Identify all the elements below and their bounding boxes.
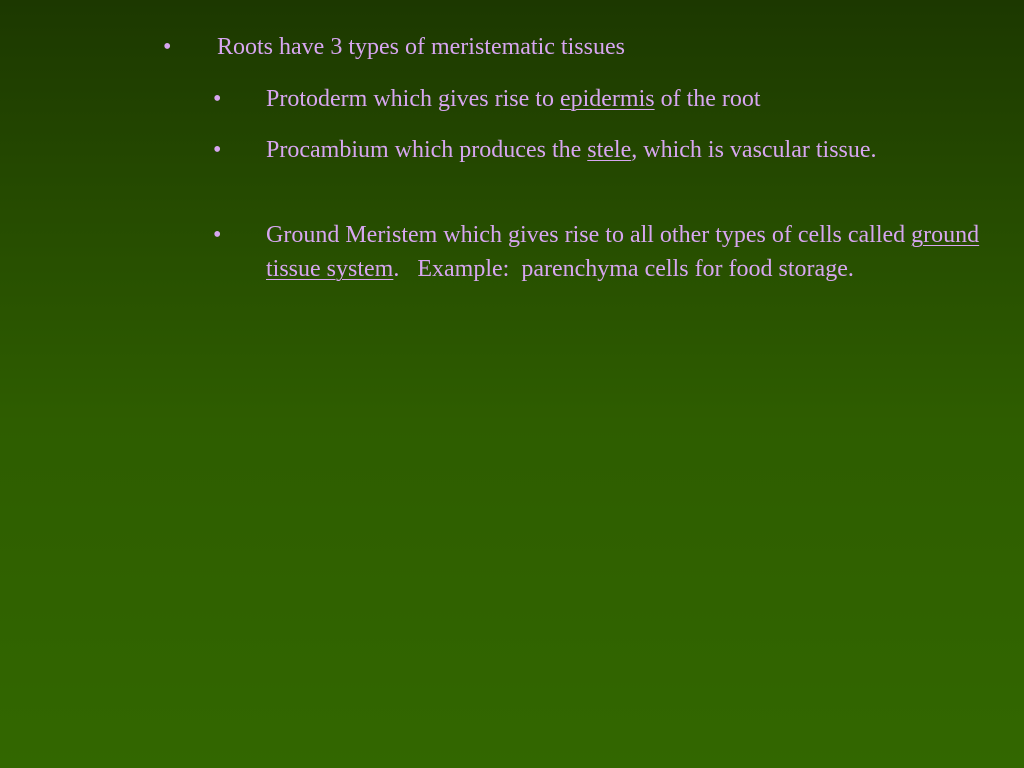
sub-item-3-before: Ground Meristem which gives rise to all other types of cells called — [266, 222, 912, 248]
sub-item-2-before: Procambium which produces the — [266, 137, 588, 163]
sub-item-2-after: , which is vascular tissue. — [631, 137, 877, 163]
bullet-sub-2: • — [213, 137, 222, 163]
term-ground-tissue-system: ground tissue system — [266, 222, 980, 282]
sub-item-ground-meristem — [266, 218, 984, 286]
sub-item-protoderm — [266, 82, 986, 116]
sub-item-1-after: of the root — [654, 86, 761, 112]
term-epidermis: epidermis — [559, 86, 655, 112]
main-point-text: Roots have 3 types of meristematic tissues — [217, 34, 625, 60]
sub-item-3-after: . Example: parenchyma cells for food storage. — [393, 256, 854, 282]
bullet-sub-3: • — [213, 222, 222, 248]
sub-item-procambium — [266, 133, 946, 167]
sub-item-1-before: Protoderm which gives rise to — [266, 86, 560, 112]
bullet-main: • — [163, 34, 172, 60]
bullet-sub-1: • — [213, 86, 222, 112]
term-stele: stele — [587, 137, 632, 163]
main-point — [217, 30, 977, 64]
